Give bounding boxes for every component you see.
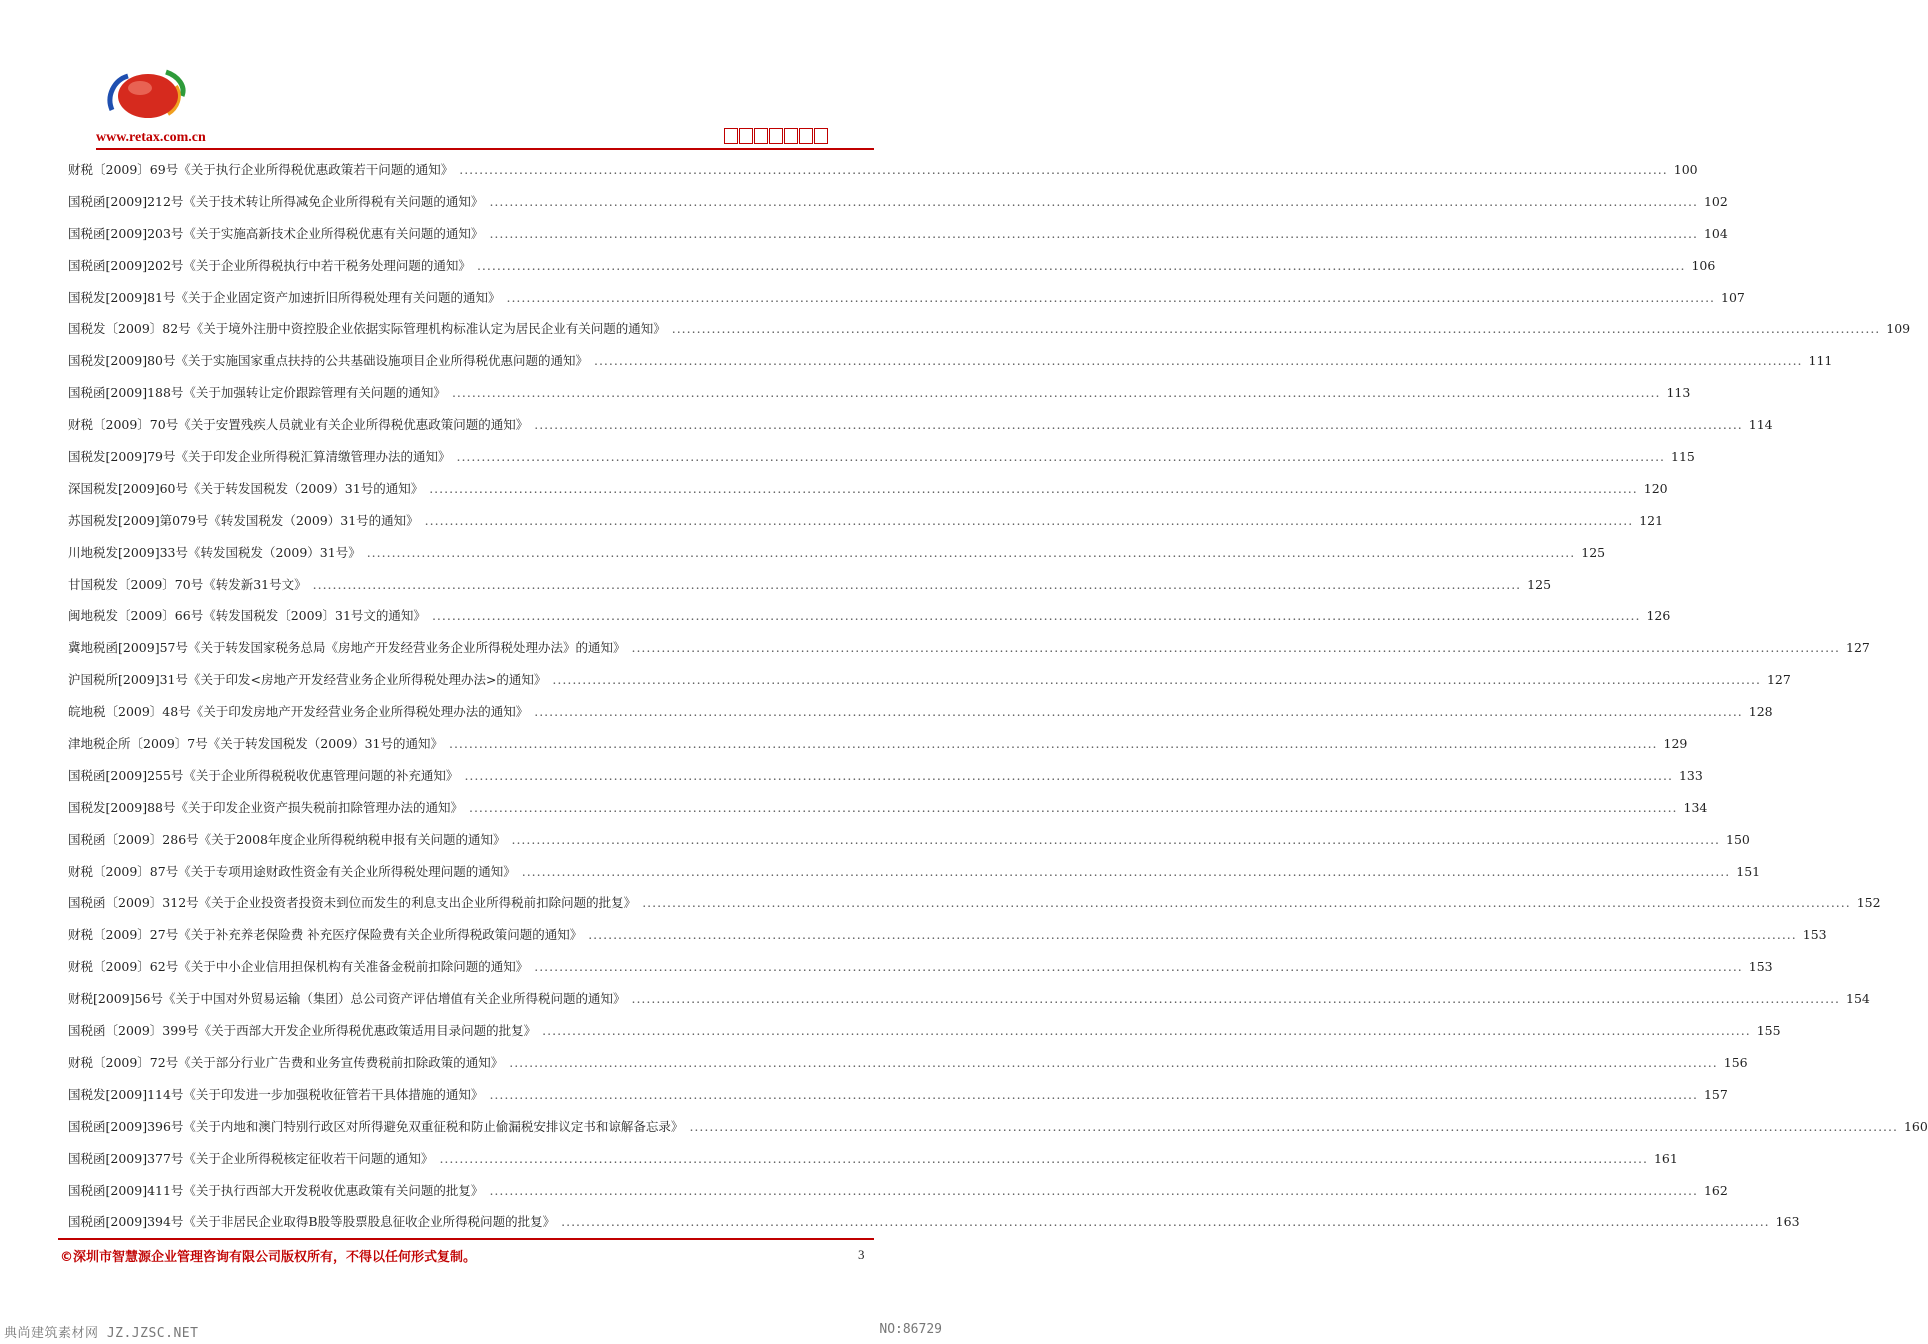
toc-entry-title: 国税函[2009]212号《关于技术转让所得减免企业所得税有关问题的通知》 bbox=[68, 193, 484, 209]
toc-entry-title: 国税函〔2009〕312号《关于企业投资者投资未到位而发生的利息支出企业所得税前扣除问题的批复》 bbox=[68, 895, 637, 911]
toc-entry-title: 财税〔2009〕62号《关于中小企业信用担保机构有关准备金税前扣除问题的通知》 bbox=[68, 959, 529, 975]
toc-entry[interactable] bbox=[68, 860, 1761, 892]
toc-entry-page: 111 bbox=[1808, 353, 1833, 369]
toc-entry[interactable] bbox=[68, 700, 1773, 732]
toc-entry[interactable] bbox=[68, 1051, 1748, 1083]
toc-leader-dots bbox=[534, 955, 1743, 979]
toc-entry-page: 125 bbox=[1527, 576, 1552, 592]
toc-entry-title: 国税发[2009]81号《关于企业固定资产加速折旧所得税处理有关问题的通知》 bbox=[68, 289, 501, 305]
toc-entry-page: 133 bbox=[1678, 767, 1703, 783]
toc-entry[interactable] bbox=[68, 317, 1911, 349]
toc-entry-title: 国税函[2009]394号《关于非居民企业取得B股等股票股息征收企业所得税问题的批复》 bbox=[68, 1214, 556, 1230]
toc-entry[interactable] bbox=[68, 891, 1881, 923]
toc-entry[interactable] bbox=[68, 1115, 1928, 1147]
toc-entry-title: 财税〔2009〕27号《关于补充养老保险费 补充医疗保险费有关企业所得税政策问题的通知》 bbox=[68, 927, 583, 943]
toc-entry[interactable] bbox=[68, 987, 1870, 1019]
toc-leader-dots bbox=[425, 509, 1634, 533]
toc-entry[interactable] bbox=[68, 573, 1552, 605]
toc-entry-page: 160 bbox=[1903, 1118, 1928, 1134]
toc-entry-page: 107 bbox=[1721, 289, 1745, 305]
toc-leader-dots bbox=[631, 987, 1840, 1011]
toc-leader-dots bbox=[459, 158, 1668, 182]
toc-entry-page: 162 bbox=[1703, 1182, 1728, 1198]
toc-entry-title: 财税[2009]56号《关于中国对外贸易运输（集团）总公司资产评估增值有关企业所得税问题的通知》 bbox=[68, 991, 626, 1007]
toc-entry[interactable] bbox=[68, 923, 1827, 955]
toc-entry[interactable] bbox=[68, 1179, 1728, 1211]
toc-leader-dots bbox=[469, 796, 1678, 820]
toc-entry-page: 115 bbox=[1671, 449, 1695, 465]
toc-entry[interactable] bbox=[68, 732, 1688, 764]
toc-leader-dots bbox=[594, 349, 1803, 373]
toc-leader-dots bbox=[506, 286, 1715, 310]
toc-entry-title: 国税发[2009]80号《关于实施国家重点扶持的公共基础设施项目企业所得税优惠问题的通知》 bbox=[68, 353, 588, 369]
toc-entry-title: 财税〔2009〕69号《关于执行企业所得税优惠政策若干问题的通知》 bbox=[68, 162, 454, 177]
toc-entry-title: 国税发〔2009〕82号《关于境外注册中资控股企业依据实际管理机构标准认定为居民企业有关问题的通知》 bbox=[68, 321, 666, 337]
toc-entry-title: 国税函[2009]255号《关于企业所得税税收优惠管理问题的补充通知》 bbox=[68, 767, 459, 783]
toc-entry-page: 161 bbox=[1653, 1150, 1678, 1166]
toc-entry-page: 154 bbox=[1846, 991, 1870, 1007]
toc-entry-title: 国税发[2009]114号《关于印发进一步加强税收征管若干具体措施的通知》 bbox=[68, 1086, 484, 1102]
toc-entry[interactable] bbox=[68, 349, 1833, 381]
toc-entry-title: 闽地税发〔2009〕66号《转发国税发〔2009〕31号文的通知》 bbox=[68, 608, 426, 624]
toc-entry-title: 川地税发[2009]33号《转发国税发（2009）31号》 bbox=[68, 544, 361, 560]
toc-entry[interactable] bbox=[68, 381, 1691, 413]
toc-entry-title: 财税〔2009〕87号《关于专项用途财政性资金有关企业所得税处理问题的通知》 bbox=[68, 863, 516, 879]
toc-entry-page: 157 bbox=[1703, 1086, 1728, 1102]
toc-leader-dots bbox=[689, 1115, 1898, 1139]
toc-entry-page: 102 bbox=[1703, 193, 1728, 209]
toc-leader-dots bbox=[561, 1210, 1770, 1234]
toc-entry[interactable] bbox=[68, 1019, 1781, 1051]
toc-entry[interactable] bbox=[68, 828, 1750, 860]
toc-entry-page: 163 bbox=[1775, 1214, 1800, 1230]
toc-entry[interactable] bbox=[68, 222, 1728, 254]
toc-entry[interactable] bbox=[68, 955, 1773, 987]
toc-entry-title: 冀地税函[2009]57号《关于转发国家税务总局《房地产开发经营业务企业所得税处理办法》的通知》 bbox=[68, 640, 626, 656]
toc-entry[interactable] bbox=[68, 1083, 1728, 1115]
toc-entry-title: 国税函[2009]202号《关于企业所得税执行中若干税务处理问题的通知》 bbox=[68, 257, 471, 273]
toc-entry-title: 国税函[2009]411号《关于执行西部大开发税收优惠政策有关问题的批复》 bbox=[68, 1182, 484, 1198]
toc-entry-page: 125 bbox=[1581, 544, 1606, 560]
toc-entry-page: 109 bbox=[1886, 321, 1911, 337]
toc-entry-title: 国税函[2009]396号《关于内地和澳门特别行政区对所得避免双重征税和防止偷漏税安排议定书和谅解备忘录》 bbox=[68, 1118, 684, 1134]
toc-entry-page: 155 bbox=[1756, 1023, 1781, 1039]
toc-entry-title: 苏国税发[2009]第079号《转发国税发（2009）31号的通知》 bbox=[68, 512, 419, 528]
toc-entry-title: 国税函[2009]203号《关于实施高新技术企业所得税优惠有关问题的通知》 bbox=[68, 225, 484, 241]
toc-leader-dots bbox=[489, 222, 1698, 246]
toc-entry[interactable] bbox=[68, 604, 1671, 636]
toc-entry[interactable] bbox=[68, 636, 1870, 668]
copyright-notice: ©深圳市智慧源企业管理咨询有限公司版权所有，不得以任何形式复制。 bbox=[60, 1250, 477, 1265]
page-number: 3 bbox=[858, 1247, 865, 1262]
toc-leader-dots bbox=[542, 1019, 1751, 1043]
header-title-placeholder-boxes bbox=[724, 128, 828, 144]
header-divider bbox=[96, 148, 874, 150]
toc-entry[interactable] bbox=[68, 477, 1668, 509]
toc-entry-title: 津地税企所〔2009〕7号《关于转发国税发（2009）31号的通知》 bbox=[68, 736, 443, 752]
toc-entry-page: 153 bbox=[1748, 959, 1773, 975]
toc-entry-title: 国税发[2009]79号《关于印发企业所得税汇算清缴管理办法的通知》 bbox=[68, 449, 451, 465]
toc-entry[interactable] bbox=[68, 541, 1606, 573]
toc-leader-dots bbox=[429, 477, 1638, 501]
toc-entry-title: 财税〔2009〕70号《关于安置残疾人员就业有关企业所得税优惠政策问题的通知》 bbox=[68, 417, 529, 433]
toc-entry-title: 国税函[2009]377号《关于企业所得税核定征收若干问题的通知》 bbox=[68, 1150, 434, 1166]
toc-leader-dots bbox=[477, 254, 1686, 278]
toc-entry[interactable] bbox=[68, 254, 1716, 286]
toc-entry-page: 126 bbox=[1646, 608, 1671, 624]
toc-leader-dots bbox=[449, 732, 1658, 756]
toc-entry-title: 皖地税〔2009〕48号《关于印发房地产开发经营业务企业所得税处理办法的通知》 bbox=[68, 704, 529, 720]
toc-leader-dots bbox=[534, 700, 1743, 724]
toc-entry[interactable] bbox=[68, 764, 1703, 796]
toc-entry-page: 152 bbox=[1856, 895, 1881, 911]
red-sphere-logo-icon bbox=[106, 66, 188, 122]
toc-entry[interactable] bbox=[68, 413, 1773, 445]
toc-leader-dots bbox=[509, 1051, 1718, 1075]
toc-entry-page: 156 bbox=[1723, 1054, 1748, 1070]
toc-leader-dots bbox=[489, 1179, 1698, 1203]
toc-entry-title: 国税函〔2009〕399号《关于西部大开发企业所得税优惠政策适用目录问题的批复》 bbox=[68, 1023, 537, 1039]
toc-leader-dots bbox=[631, 636, 1840, 660]
toc-leader-dots bbox=[511, 828, 1720, 852]
watermark-id: NO:86729 bbox=[879, 1322, 942, 1337]
toc-entry-page: 127 bbox=[1766, 672, 1791, 688]
site-url: www.retax.com.cn bbox=[96, 130, 206, 145]
toc-entry[interactable] bbox=[68, 445, 1695, 477]
toc-leader-dots bbox=[534, 413, 1743, 437]
toc-entry-page: 120 bbox=[1643, 480, 1668, 496]
toc-entry-page: 150 bbox=[1726, 831, 1750, 847]
toc-leader-dots bbox=[552, 668, 1761, 692]
toc-leader-dots bbox=[464, 764, 1673, 788]
toc-entry[interactable] bbox=[68, 796, 1708, 828]
toc-entry-title: 国税函[2009]188号《关于加强转让定价跟踪管理有关问题的通知》 bbox=[68, 385, 446, 401]
toc-entry[interactable] bbox=[68, 509, 1664, 541]
toc-leader-dots bbox=[489, 190, 1698, 214]
toc-leader-dots bbox=[672, 317, 1881, 341]
toc-entry-title: 沪国税所[2009]31号《关于印发<房地产开发经营业务企业所得税处理办法>的通知》 bbox=[68, 672, 547, 688]
toc-entry-page: 104 bbox=[1703, 225, 1728, 241]
toc-leader-dots bbox=[456, 445, 1665, 469]
toc-entry-title: 国税函〔2009〕286号《关于2008年度企业所得税纳税申报有关问题的通知》 bbox=[68, 831, 506, 847]
toc-entry-title: 甘国税发〔2009〕70号《转发新31号文》 bbox=[68, 576, 307, 592]
toc-leader-dots bbox=[432, 604, 1641, 628]
toc-leader-dots bbox=[439, 1147, 1648, 1171]
toc-entry[interactable] bbox=[68, 668, 1791, 700]
footer-divider bbox=[58, 1238, 874, 1240]
table-of-contents bbox=[68, 158, 1928, 1242]
toc-entry-page: 127 bbox=[1846, 640, 1870, 656]
watermark-site: 典尚建筑素材网 JZ.JZSC.NET bbox=[4, 1326, 199, 1341]
toc-leader-dots bbox=[489, 1083, 1698, 1107]
toc-entry-title: 深国税发[2009]60号《关于转发国税发（2009）31号的通知》 bbox=[68, 480, 424, 496]
toc-leader-dots bbox=[642, 891, 1851, 915]
toc-leader-dots bbox=[313, 573, 1522, 597]
toc-entry-page: 134 bbox=[1683, 799, 1708, 815]
toc-entry-page: 128 bbox=[1748, 704, 1773, 720]
toc-entry[interactable] bbox=[68, 1147, 1678, 1179]
toc-entry-page: 153 bbox=[1802, 927, 1827, 943]
toc-entry-page: 113 bbox=[1666, 385, 1691, 401]
toc-entry-page: 114 bbox=[1748, 417, 1773, 433]
toc-entry[interactable] bbox=[68, 190, 1728, 222]
toc-leader-dots bbox=[452, 381, 1661, 405]
toc-entry[interactable] bbox=[68, 158, 1698, 190]
toc-entry-page: 129 bbox=[1663, 736, 1688, 752]
toc-entry-page: 100 bbox=[1673, 162, 1698, 177]
toc-entry-page: 121 bbox=[1639, 512, 1664, 528]
toc-entry-title: 财税〔2009〕72号《关于部分行业广告费和业务宣传费税前扣除政策的通知》 bbox=[68, 1054, 504, 1070]
toc-entry[interactable] bbox=[68, 286, 1745, 318]
toc-entry-title: 国税发[2009]88号《关于印发企业资产损失税前扣除管理办法的通知》 bbox=[68, 799, 463, 815]
toc-entry-page: 106 bbox=[1691, 257, 1716, 273]
toc-leader-dots bbox=[522, 860, 1731, 884]
toc-entry-page: 151 bbox=[1736, 863, 1761, 879]
toc-leader-dots bbox=[367, 541, 1576, 565]
toc-leader-dots bbox=[588, 923, 1797, 947]
